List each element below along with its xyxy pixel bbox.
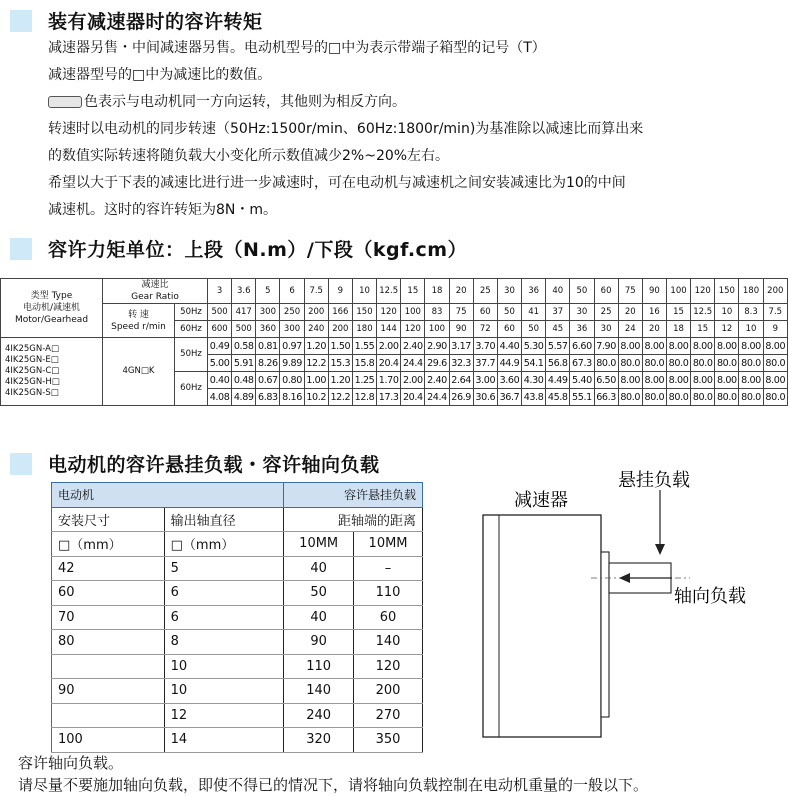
speed-cell: 30	[594, 321, 618, 338]
load-cell: 12	[164, 703, 284, 728]
torque-cell: 10.2	[304, 389, 328, 406]
torque-cell: 67.3	[570, 355, 594, 372]
load-cell: 140	[284, 679, 354, 704]
footer-note-title: 容许轴向负载。	[18, 754, 124, 772]
load-row	[52, 728, 423, 753]
torque-cell: 0.80	[280, 372, 304, 389]
torque-cell: 80.0	[739, 355, 763, 372]
load-row	[52, 556, 423, 581]
torque-cell: 9.89	[280, 355, 304, 372]
torque-cell: 8.00	[618, 338, 642, 355]
speed-cell: 166	[328, 304, 352, 321]
torque-cell: 4.08	[208, 389, 232, 406]
ratio-cell: 120	[691, 279, 715, 304]
load-subheader-row	[52, 507, 423, 532]
ratio-cell: 6	[280, 279, 304, 304]
torque-description	[48, 35, 788, 224]
gearhead-model: 4GN□K	[103, 338, 175, 406]
torque-cell: 8.00	[642, 372, 666, 389]
speed-cell: 90	[449, 321, 473, 338]
torque-cell: 0.81	[256, 338, 280, 355]
load-cell: 6	[164, 581, 284, 606]
load-diagram	[478, 460, 778, 760]
speed-cell: 45	[546, 321, 570, 338]
torque-cell: 0.40	[208, 372, 232, 389]
speed-cell: 60	[497, 321, 521, 338]
section-title-moment	[10, 235, 467, 262]
load-cell: 40	[284, 605, 354, 630]
load-cell: 120	[354, 654, 423, 679]
torque-cell: 3.70	[473, 338, 497, 355]
ratio-cell: 30	[497, 279, 521, 304]
torque-cell: 1.70	[377, 372, 401, 389]
torque-cell: 66.3	[594, 389, 618, 406]
distance-label: 距轴端的距离	[284, 507, 423, 532]
ratio-cell: 5	[256, 279, 280, 304]
ratio-cell: 10	[352, 279, 376, 304]
torque-cell: 2.40	[401, 338, 425, 355]
unit-label: □（mm）	[164, 532, 284, 557]
ratio-cell: 18	[425, 279, 449, 304]
section-marker	[10, 10, 32, 32]
torque-cell: 54.1	[522, 355, 546, 372]
torque-cell: 20.4	[401, 389, 425, 406]
torque-cell: 26.9	[449, 389, 473, 406]
torque-cell: 8.00	[739, 338, 763, 355]
speed-cell: 12.5	[691, 304, 715, 321]
ratio-cell: 75	[618, 279, 642, 304]
speed-cell: 120	[401, 321, 425, 338]
load-cell: 110	[354, 581, 423, 606]
torque-cell: 0.49	[208, 338, 232, 355]
torque-cell: 6.83	[256, 389, 280, 406]
torque-cell: 1.50	[328, 338, 352, 355]
speed-cell: 144	[377, 321, 401, 338]
ratio-cell: 3	[208, 279, 232, 304]
torque-cell: 1.55	[352, 338, 376, 355]
speed-cell: 20	[642, 321, 666, 338]
torque-cell: 2.64	[449, 372, 473, 389]
torque-cell: 2.00	[401, 372, 425, 389]
load-cell: 110	[284, 654, 354, 679]
torque-cell: 15.3	[328, 355, 352, 372]
load-cell: 140	[354, 630, 423, 655]
model-list	[1, 338, 103, 406]
torque-cell: 8.00	[715, 338, 739, 355]
torque-cell: 5.57	[546, 338, 570, 355]
torque-cell: 3.17	[449, 338, 473, 355]
speed-cell: 9	[763, 321, 787, 338]
section-title-load	[10, 450, 380, 477]
torque-cell: 8.00	[715, 372, 739, 389]
speed-cell: 83	[425, 304, 449, 321]
torque-cell: 4.30	[522, 372, 546, 389]
section-title-text: 电动机的容许悬挂负载・容许轴向负载	[48, 454, 380, 476]
ratio-cell: 40	[546, 279, 570, 304]
load-cell: 10	[164, 679, 284, 704]
load-cell: 90	[284, 630, 354, 655]
mount-size-label: 安装尺寸	[52, 507, 165, 532]
section-marker	[10, 453, 32, 475]
load-cell: 90	[52, 679, 165, 704]
hz-label: 50Hz	[175, 304, 208, 321]
torque-cell: 24.4	[425, 389, 449, 406]
speed-cell: 600	[208, 321, 232, 338]
load-cell: 240	[284, 703, 354, 728]
speed-cell: 7.5	[763, 304, 787, 321]
speed-cell: 37	[546, 304, 570, 321]
torque-cell: 8.00	[739, 372, 763, 389]
speed-cell: 72	[473, 321, 497, 338]
speed-cell: 250	[280, 304, 304, 321]
speed-cell: 25	[594, 304, 618, 321]
speed-cell: 15	[666, 304, 690, 321]
model-name: 4IK25GN-A□	[5, 344, 59, 354]
speed-cell: 500	[208, 304, 232, 321]
color-swatch	[48, 96, 82, 108]
torque-cell: 0.58	[232, 338, 256, 355]
load-cell: 50	[284, 581, 354, 606]
desc-line: 转速时以电动机的同步转速（50Hz:1500r/min、60Hz:1800r/min)为基准除以减速比而算出来	[48, 121, 644, 137]
speed50-row	[1, 304, 788, 321]
torque-cell: 12.2	[304, 355, 328, 372]
torque-cell: 37.7	[473, 355, 497, 372]
desc-line: 减速器型号的□中为减速比的数值。	[48, 67, 272, 83]
ratio-header: 减速比 Gear Ratio	[103, 279, 208, 304]
torque-cell: 80.0	[715, 355, 739, 372]
ratio-cell: 3.6	[232, 279, 256, 304]
hz-label: 60Hz	[175, 372, 208, 406]
section-title-text: 装有减速器时的容许转矩	[48, 11, 263, 33]
torque-cell: 5.40	[570, 372, 594, 389]
load-cell: 10	[164, 654, 284, 679]
torque-cell: 15.8	[352, 355, 376, 372]
model-name: 4IK25GN-E□	[5, 355, 59, 365]
speed-cell: 300	[280, 321, 304, 338]
load-cell: 70	[52, 605, 165, 630]
load-cell: 5	[164, 556, 284, 581]
torque-cell: 7.90	[594, 338, 618, 355]
torque-cell: 80.0	[618, 389, 642, 406]
torque-cell: 2.90	[425, 338, 449, 355]
torque-cell: 8.00	[691, 372, 715, 389]
shaft-dia-label: 输出轴直径	[164, 507, 284, 532]
section-marker	[10, 238, 32, 260]
ratio-row	[1, 279, 788, 304]
torque-cell: 0.67	[256, 372, 280, 389]
ratio-cell: 50	[570, 279, 594, 304]
torque-cell: 5.00	[208, 355, 232, 372]
ratio-cell: 150	[715, 279, 739, 304]
load-cell: –	[354, 556, 423, 581]
load-cell: 60	[354, 605, 423, 630]
torque-cell: 32.3	[449, 355, 473, 372]
torque-cell: 43.8	[522, 389, 546, 406]
torque-cell: 17.3	[377, 389, 401, 406]
ratio-cell: 7.5	[304, 279, 328, 304]
torque-cell: 80.0	[715, 389, 739, 406]
ratio-cell: 60	[594, 279, 618, 304]
load-row	[52, 581, 423, 606]
speed-cell: 24	[618, 321, 642, 338]
torque-cell: 80.0	[691, 355, 715, 372]
torque-cell: 20.4	[377, 355, 401, 372]
load-cell: 6	[164, 605, 284, 630]
torque-cell: 36.7	[497, 389, 521, 406]
ratio-cell: 200	[763, 279, 787, 304]
torque-cell: 4.49	[546, 372, 570, 389]
ratio-cell: 12.5	[377, 279, 401, 304]
load-cell: 42	[52, 556, 165, 581]
desc-line: 的数值实际转速将随负载大小变化所示数值减少2%~20%左右。	[48, 148, 450, 164]
model-name: 4IK25GN-H□	[5, 377, 60, 387]
speed-cell: 41	[522, 304, 546, 321]
speed-cell: 150	[352, 304, 376, 321]
load-table	[51, 482, 423, 753]
torque-cell: 8.26	[256, 355, 280, 372]
speed-cell: 16	[642, 304, 666, 321]
speed-cell: 75	[449, 304, 473, 321]
torque-cell: 80.0	[594, 355, 618, 372]
torque-cell: 30.6	[473, 389, 497, 406]
speed-cell: 60	[473, 304, 497, 321]
load-cell: 100	[52, 728, 165, 753]
speed-cell: 18	[666, 321, 690, 338]
hang-arrow-head	[655, 544, 665, 555]
ratio-cell: 90	[642, 279, 666, 304]
footer-note-text: 请尽量不要施加轴向负载，即使不得已的情况下，请将轴向负载控制在电动机重量的一般以下。	[18, 776, 649, 794]
speed-cell: 15	[691, 321, 715, 338]
speed-cell: 36	[570, 321, 594, 338]
torque-cell: 80.0	[642, 389, 666, 406]
speed-cell: 120	[377, 304, 401, 321]
type-header: 类型 Type 电动机/减速机 Motor/Gearhead	[1, 279, 103, 338]
torque-cell: 8.00	[763, 372, 787, 389]
speed-cell: 50	[497, 304, 521, 321]
load-cell	[52, 654, 165, 679]
ratio-cell: 15	[401, 279, 425, 304]
speed-cell: 100	[401, 304, 425, 321]
load-cell: 320	[284, 728, 354, 753]
torque-cell: 24.4	[401, 355, 425, 372]
speed-cell: 500	[232, 321, 256, 338]
dist-label-b: 10MM	[354, 532, 423, 557]
hz-label: 60Hz	[175, 321, 208, 338]
torque-cell: 5.30	[522, 338, 546, 355]
torque-cell: 8.16	[280, 389, 304, 406]
speed-cell: 200	[304, 304, 328, 321]
torque-cell: 80.0	[642, 355, 666, 372]
torque-cell: 8.00	[618, 372, 642, 389]
torque-cell: 80.0	[763, 355, 787, 372]
load-cell: 80	[52, 630, 165, 655]
torque-cell: 12.2	[328, 389, 352, 406]
load-cell: 350	[354, 728, 423, 753]
torque-cell: 6.50	[594, 372, 618, 389]
load-cell: 60	[52, 581, 165, 606]
torque-cell: 0.48	[232, 372, 256, 389]
torque-cell: 3.00	[473, 372, 497, 389]
speed-cell: 10	[715, 304, 739, 321]
torque-cell: 80.0	[666, 389, 690, 406]
speed-cell: 200	[328, 321, 352, 338]
torque-cell: 2.40	[425, 372, 449, 389]
ratio-cell: 100	[666, 279, 690, 304]
torque-cell: 12.8	[352, 389, 376, 406]
speed-cell: 180	[352, 321, 376, 338]
ratio-cell: 9	[328, 279, 352, 304]
motor-header: 电动机	[52, 483, 284, 508]
hang-load-label: 悬挂负载	[618, 470, 690, 491]
desc-line: 减速机。这时的容许转矩为8N・m。	[48, 202, 278, 218]
load-cell: 8	[164, 630, 284, 655]
ratio-cell: 25	[473, 279, 497, 304]
load-cell: 270	[354, 703, 423, 728]
reducer-face	[601, 552, 609, 717]
ratio-cell: 180	[739, 279, 763, 304]
torque-cell: 4.89	[232, 389, 256, 406]
torque-cell: 8.00	[763, 338, 787, 355]
speed-header: 转 速 Speed r/min	[103, 304, 175, 338]
desc-line: 减速器另售・中间减速器另售。电动机型号的□中为表示带端子箱型的记号（T）	[48, 40, 546, 56]
torque-cell: 45.8	[546, 389, 570, 406]
torque-row	[1, 338, 788, 355]
speed-cell: 360	[256, 321, 280, 338]
ratio-cell: 20	[449, 279, 473, 304]
load-cell: 40	[284, 556, 354, 581]
torque-cell: 5.91	[232, 355, 256, 372]
torque-cell: 3.60	[497, 372, 521, 389]
allow-hang-header: 容许悬挂负载	[284, 483, 423, 508]
section-title-torque	[10, 7, 263, 34]
torque-cell: 1.00	[304, 372, 328, 389]
speed-cell: 240	[304, 321, 328, 338]
torque-cell: 80.0	[763, 389, 787, 406]
torque-cell: 8.00	[642, 338, 666, 355]
torque-cell: 80.0	[739, 389, 763, 406]
desc-line: 希望以大于下表的减速比进行进一步减速时，可在电动机与减速机之间安装减速比为10的中间	[48, 175, 626, 191]
torque-cell: 1.20	[304, 338, 328, 355]
load-cell: 14	[164, 728, 284, 753]
torque-cell: 29.6	[425, 355, 449, 372]
ratio-cell: 36	[522, 279, 546, 304]
load-row	[52, 679, 423, 704]
model-name: 4IK25GN-S□	[5, 388, 59, 398]
hz-label: 50Hz	[175, 338, 208, 372]
reducer-body	[483, 515, 601, 737]
load-unit-row	[52, 532, 423, 557]
section-title-text: 容许力矩单位：上段（N.m）/下段（kgf.cm）	[48, 239, 468, 261]
desc-line-swatch: 色表示与电动机同一方向运转，其他则为相反方向。	[48, 89, 788, 116]
torque-cell: 56.8	[546, 355, 570, 372]
torque-cell: 8.00	[666, 338, 690, 355]
speed-cell: 417	[232, 304, 256, 321]
reducer-label: 减速器	[514, 490, 568, 511]
speed-cell: 10	[739, 321, 763, 338]
torque-cell: 44.9	[497, 355, 521, 372]
torque-cell: 80.0	[618, 355, 642, 372]
load-cell: 200	[354, 679, 423, 704]
torque-cell: 8.00	[691, 338, 715, 355]
torque-cell: 80.0	[691, 389, 715, 406]
load-row	[52, 605, 423, 630]
speed-cell: 50	[522, 321, 546, 338]
torque-cell: 80.0	[666, 355, 690, 372]
speed-cell: 12	[715, 321, 739, 338]
dist-label-a: 10MM	[284, 532, 354, 557]
model-name: 4IK25GN-C□	[5, 366, 60, 376]
torque-cell: 55.1	[570, 389, 594, 406]
load-row	[52, 703, 423, 728]
torque-cell: 2.00	[377, 338, 401, 355]
speed-cell: 20	[618, 304, 642, 321]
load-cell	[52, 703, 165, 728]
load-header-row	[52, 483, 423, 508]
torque-cell: 1.25	[352, 372, 376, 389]
speed-cell: 8.3	[739, 304, 763, 321]
speed-cell: 30	[570, 304, 594, 321]
torque-cell: 0.97	[280, 338, 304, 355]
torque-spec-table	[0, 278, 788, 406]
axial-load-label: 轴向负载	[674, 586, 746, 607]
torque-cell: 6.60	[570, 338, 594, 355]
load-row	[52, 654, 423, 679]
speed-cell: 100	[425, 321, 449, 338]
unit-label: □（mm）	[52, 532, 165, 557]
torque-cell: 4.40	[497, 338, 521, 355]
torque-cell: 1.20	[328, 372, 352, 389]
speed-cell: 300	[256, 304, 280, 321]
load-row	[52, 630, 423, 655]
torque-cell: 8.00	[666, 372, 690, 389]
